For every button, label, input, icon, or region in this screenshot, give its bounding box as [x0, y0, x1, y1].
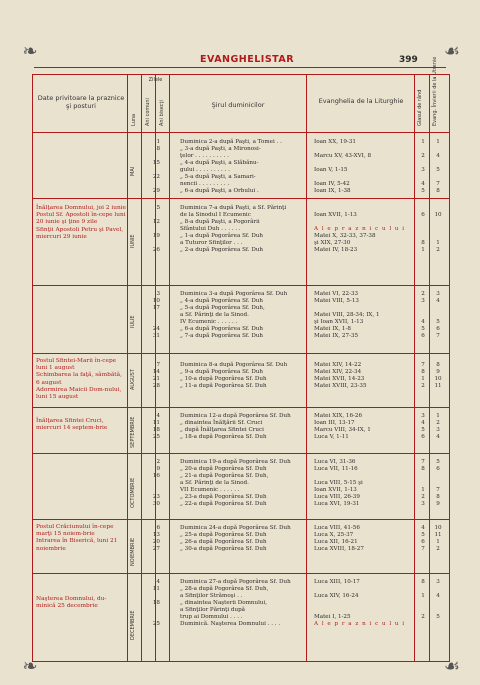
- row-5-wk: „ 5-a după Paşti, a Samari-: [180, 174, 256, 180]
- row-28-day: 18: [152, 427, 160, 433]
- row-13-ev: şi XIX, 27-30: [314, 240, 351, 246]
- row-34-e2: 7: [436, 487, 440, 493]
- row-47-wk: Duminică. Naşterea Domnului . . . .: [180, 621, 281, 627]
- row-0-e1: 1: [421, 139, 425, 145]
- row-24-e1: 1: [421, 376, 425, 382]
- row-30-e2: 5: [436, 459, 440, 465]
- row-22-e1: 7: [421, 362, 425, 368]
- row-10-day: 12: [152, 219, 160, 225]
- row-25-e1: 2: [421, 383, 425, 389]
- row-41-e1: 8: [421, 579, 425, 585]
- row-39-wk: „ 26-a după Pogorârea Sf. Duh: [180, 539, 267, 545]
- row-15-ev: Matei VI, 22-33: [314, 291, 359, 297]
- row-45-wk: a Sfinţilor Părinţi după: [180, 607, 246, 613]
- row-24-ev: Matei XVII, 14-23: [314, 376, 365, 382]
- row-0-ev: Ioan XX, 19-31: [314, 139, 356, 145]
- row-2-e2: 4: [436, 153, 440, 159]
- row-32-day: 16: [152, 473, 160, 479]
- row-14-wk: „ 2-a după Pogorârea Sf. Duh: [180, 247, 264, 253]
- rule-after-septembrie: [32, 453, 450, 454]
- row-36-e2: 9: [436, 501, 440, 507]
- header-bottom-rule: [32, 132, 450, 133]
- row-20-wk: „ 6-a după Pogorârea Sf. Duh: [180, 326, 264, 332]
- row-21-e1: 6: [421, 333, 425, 339]
- row-37-day: 6: [156, 525, 160, 531]
- row-10-wk: „ 8-a după Paşti, a Pogorârii: [180, 219, 260, 225]
- row-43-e1: 1: [421, 593, 425, 599]
- row-46-e1: 2: [421, 614, 425, 620]
- row-6-e2: 7: [436, 181, 440, 187]
- row-37-e2: 10: [434, 525, 442, 531]
- month-mai: MAI: [130, 166, 136, 176]
- row-43-e2: 4: [436, 593, 440, 599]
- row-2-ev: Marcu XV, 43-XVI, 8: [314, 153, 372, 159]
- row-36-day: 30: [152, 501, 160, 507]
- row-0-e2: 1: [436, 139, 440, 145]
- row-35-wk: „ 23-a după Pogorârea Sf. Duh: [180, 494, 267, 500]
- row-14-ev: Matei IV, 18-23: [314, 247, 358, 253]
- row-28-ev: Marcu VIII, 34-IX, 1: [314, 427, 371, 433]
- row-25-ev: Matei XVIII, 23-35: [314, 383, 367, 389]
- row-26-ev: Matei XIX, 16-26: [314, 413, 363, 419]
- ornament-corner-bottom-right-icon: ☙: [443, 656, 461, 677]
- column-evanghelia-header: Evanghelia de la Liturghie: [318, 97, 404, 105]
- feast-note-nasterea: Naşterea Domnului, du-minică 25 decembrie: [36, 596, 107, 610]
- row-4-wk: gului . . . . . . . . . .: [180, 167, 230, 173]
- row-28-wk: „ după Înălţarea Sfintei Cruci: [180, 427, 264, 433]
- row-27-wk: „ dinaintea Înălţării Sf. Cruci: [180, 420, 263, 426]
- row-23-day: 14: [152, 369, 160, 375]
- page-header: [0, 54, 480, 68]
- row-47-day: 25: [152, 621, 160, 627]
- column-ani-comuni-header: Ani comuni: [145, 98, 151, 126]
- row-38-wk: „ 25-a după Pogorârea Sf. Duh: [180, 532, 267, 538]
- row-31-wk: „ 20-a după Pogorârea Sf. Duh: [180, 466, 267, 472]
- row-19-ev: şi Ioan XVII, 1-13: [314, 319, 364, 325]
- row-11-ev: A l e p r a z n i c u l u i: [314, 226, 406, 232]
- row-14-e2: 2: [436, 247, 440, 253]
- row-2-e1: 2: [421, 153, 425, 159]
- row-37-wk: Duminica 24-a după Pogorârea Sf. Duh: [180, 525, 291, 531]
- row-40-wk: „ 30-a după Pogorârea Sf. Duh: [180, 546, 267, 552]
- rule-after-august: [32, 407, 450, 408]
- row-36-e1: 3: [421, 501, 425, 507]
- row-30-e1: 7: [421, 459, 425, 465]
- row-34-e1: 1: [421, 487, 425, 493]
- row-15-e2: 3: [436, 291, 440, 297]
- month-septembrie: SEPTEMBRIE: [130, 416, 136, 448]
- row-27-e2: 2: [436, 420, 440, 426]
- page-title: EVANGHELISTAR: [200, 54, 295, 65]
- row-25-e2: 11: [434, 383, 442, 389]
- row-35-e2: 8: [436, 494, 440, 500]
- row-28-e1: 5: [421, 427, 425, 433]
- row-25-day: 28: [152, 383, 160, 389]
- row-35-day: 23: [152, 494, 160, 500]
- row-24-e2: 10: [434, 376, 442, 382]
- row-37-ev: Luca VIII, 41-56: [314, 525, 360, 531]
- row-32-wk: „ 21-a după Pogorârea Sf. Duh,: [180, 473, 269, 479]
- row-7-e2: 8: [436, 188, 440, 194]
- row-34-wk: VII Ecumenic . . . . . .: [180, 487, 240, 493]
- row-13-e1: 8: [421, 240, 425, 246]
- row-21-day: 31: [152, 333, 160, 339]
- row-20-e1: 5: [421, 326, 425, 332]
- row-42-wk: „ 28-a după Pogorârea Sf. Duh,: [180, 586, 269, 592]
- row-26-e2: 1: [436, 413, 440, 419]
- row-30-ev: Luca VI, 31-36: [314, 459, 356, 465]
- row-13-wk: a Tuturor Sfinţilor . . .: [180, 240, 243, 246]
- header-rule: [34, 67, 446, 68]
- row-14-e1: 1: [421, 247, 425, 253]
- row-46-wk: trup ai Domnului . . . .: [180, 614, 243, 620]
- row-38-e2: 11: [434, 532, 442, 538]
- row-20-day: 24: [152, 326, 160, 332]
- row-7-day: 29: [152, 188, 160, 194]
- row-26-day: 4: [156, 413, 160, 419]
- month-august: AUGUST: [130, 369, 136, 390]
- row-9-e1: 6: [421, 212, 425, 218]
- row-16-e1: 3: [421, 298, 425, 304]
- rule-after-noiembrie: [32, 573, 450, 574]
- column-sirul-header: Şirul duminicilor: [211, 101, 265, 109]
- row-24-day: 21: [152, 376, 160, 382]
- row-29-e2: 4: [436, 434, 440, 440]
- row-40-e1: 7: [421, 546, 425, 552]
- row-31-ev: Luca VII, 11-16: [314, 466, 358, 472]
- row-11-wk: Sfântului Duh . . . . . .: [180, 226, 241, 232]
- row-27-ev: Ioan III, 13-17: [314, 420, 355, 426]
- row-23-wk: „ 9-a după Pogorârea Sf. Duh: [180, 369, 264, 375]
- row-41-wk: Duminica 27-a după Pogorârea Sf. Duh: [180, 579, 291, 585]
- month-iulie: IULIE: [130, 315, 136, 328]
- row-4-e2: 5: [436, 167, 440, 173]
- column-dates-header: Date privitoare la praznice şi posturi: [37, 94, 125, 110]
- feast-note-adormirea: Postul Sfintei-Marii în-cepe luni 1 august Schimbarea la faţă, sâmbătă, 6 august Adormirea Maicii Dom-nului, luni 15 august: [36, 358, 122, 401]
- row-6-wk: nencii . . . . . . . . .: [180, 181, 230, 187]
- row-12-day: 19: [152, 233, 160, 239]
- row-29-ev: Luca V, 1-11: [314, 434, 349, 440]
- row-7-wk: „ 6-a după Paşti, a Orbului .: [180, 188, 259, 194]
- row-29-wk: „ 18-a după Pogorârea Sf. Duh: [180, 434, 267, 440]
- row-44-day: 18: [152, 600, 160, 606]
- month-iunie: IUNIE: [130, 234, 136, 248]
- row-6-ev: Ioan IV, 5-42: [314, 181, 350, 187]
- row-30-wk: Duminica 19-a după Pogorârea Sf. Duh: [180, 459, 291, 465]
- rule-after-iunie: [32, 285, 450, 286]
- row-21-ev: Matei IX, 27-35: [314, 333, 359, 339]
- row-40-day: 27: [152, 546, 160, 552]
- row-22-e2: 8: [436, 362, 440, 368]
- row-5-day: 22: [152, 174, 160, 180]
- row-18-ev: Matei VIII, 28-34; IX, 1: [314, 312, 380, 318]
- feast-note-crucea: Înălţarea Sfintei Cruci, miercuri 14 septem-brie: [36, 418, 108, 432]
- row-23-e2: 9: [436, 369, 440, 375]
- row-40-ev: Luca XVIII, 18-27: [314, 546, 364, 552]
- row-35-ev: Luca VIII, 26-39: [314, 494, 360, 500]
- page-number: 399: [399, 55, 418, 65]
- row-37-e1: 4: [421, 525, 425, 531]
- row-33-wk: a Sf. Părinţi de la Sinod.: [180, 480, 249, 486]
- row-16-day: 10: [152, 298, 160, 304]
- month-noiembrie: NOIEMBRIE: [130, 537, 136, 566]
- row-2-wk: ţelor . . . . . . . . . .: [180, 153, 229, 159]
- row-16-e2: 4: [436, 298, 440, 304]
- row-8-day: 5: [156, 205, 160, 211]
- row-43-ev: Luca XIV, 16-24: [314, 593, 359, 599]
- row-46-ev: Matei I, 1-25: [314, 614, 351, 620]
- row-16-ev: Matei VIII, 5-13: [314, 298, 359, 304]
- row-19-e2: 5: [436, 319, 440, 325]
- row-36-wk: „ 22-a după Pogorârea Sf. Duh: [180, 501, 267, 507]
- row-23-ev: Matei XIV, 22-34: [314, 369, 362, 375]
- row-0-day: 1: [156, 139, 160, 145]
- row-47-ev: A l e p r a z n i c u l u i: [314, 621, 406, 627]
- row-33-ev: Luca VIII, 5-15 şi: [314, 480, 363, 486]
- rule-after-octombrie: [32, 519, 450, 520]
- row-41-day: 4: [156, 579, 160, 585]
- row-38-day: 13: [152, 532, 160, 538]
- feast-note-craciun-post: Postul Crăciunului în-cepe marţi 15 noiem-brie Intrarea în Biserică, luni 21 noiembrie: [36, 524, 118, 552]
- column-glas-header: Glasul de rând: [417, 89, 423, 126]
- row-29-day: 25: [152, 434, 160, 440]
- row-46-e2: 5: [436, 614, 440, 620]
- row-20-ev: Matei IX, 1-8: [314, 326, 351, 332]
- row-39-ev: Luca XII, 16-21: [314, 539, 358, 545]
- ornament-corner-top-right-icon: ☙: [443, 41, 461, 62]
- row-22-ev: Matei XIV, 14-22: [314, 362, 362, 368]
- row-26-wk: Duminica 12-a după Pogorârea Sf. Duh: [180, 413, 291, 419]
- row-31-e2: 6: [436, 466, 440, 472]
- row-15-wk: Duminica 3-a după Pogorârea Sf. Duh: [180, 291, 288, 297]
- row-15-day: 3: [156, 291, 160, 297]
- row-38-e1: 5: [421, 532, 425, 538]
- row-39-e2: 1: [436, 539, 440, 545]
- row-17-wk: „ 5-a după Pogorârea Sf. Duh,: [180, 305, 265, 311]
- row-8-wk: Duminica 7-a după Paşti, a Sf. Părinţi: [180, 205, 287, 211]
- row-21-wk: „ 7-a după Pogorârea Sf. Duh: [180, 333, 264, 339]
- ornament-corner-top-left-icon: ❧: [22, 41, 38, 62]
- row-34-ev: Ioan XVII, 1-13: [314, 487, 357, 493]
- row-39-day: 20: [152, 539, 160, 545]
- row-19-wk: IV Ecumenic . . . . . .: [180, 319, 238, 325]
- row-20-e2: 6: [436, 326, 440, 332]
- month-octombrie: OCTOMBRIE: [130, 477, 136, 508]
- row-40-e2: 2: [436, 546, 440, 552]
- column-ani-bisecti-header: Ani bisecţi: [159, 100, 165, 126]
- row-28-e2: 3: [436, 427, 440, 433]
- row-24-wk: „ 10-a după Pogorârea Sf. Duh: [180, 376, 267, 382]
- row-1-wk: „ 3-a după Paşti, a Mironosi-: [180, 146, 261, 152]
- row-3-day: 15: [152, 160, 160, 166]
- row-35-e1: 2: [421, 494, 425, 500]
- row-12-ev: Matei X, 32-33, 37-38: [314, 233, 376, 239]
- row-36-ev: Luca XVI, 19-31: [314, 501, 360, 507]
- row-4-ev: Ioan V, 1-15: [314, 167, 348, 173]
- row-14-day: 26: [152, 247, 160, 253]
- row-7-e1: 5: [421, 188, 425, 194]
- row-42-day: 11: [152, 586, 160, 592]
- row-38-ev: Luca X, 25-37: [314, 532, 354, 538]
- row-1-day: 8: [156, 146, 160, 152]
- ornament-corner-bottom-left-icon: ❧: [22, 656, 38, 677]
- row-27-day: 11: [152, 420, 160, 426]
- row-0-wk: Duminica 2-a după Paşti, a Tomei . .: [180, 139, 282, 145]
- rule-after-iulie: [32, 353, 450, 354]
- row-44-wk: „ dinaintea Naşterii Domnului,: [180, 600, 268, 606]
- column-evang-invierii-header: Evang. Învierii de la Utrenie: [432, 56, 438, 126]
- rule-after-mai: [32, 198, 450, 199]
- feast-note-inaltarea: Înălţarea Domnului, joi 2 iunie Postul Sf. Apostoli în-cepe luni 20 iunie şi ţine 9 zile Sfinţii Apostoli Petru şi Pavel, miercuri 29 iunie: [36, 205, 126, 240]
- row-4-e1: 3: [421, 167, 425, 173]
- column-luna-header: Luna: [131, 113, 137, 126]
- row-31-day: 9: [156, 466, 160, 472]
- row-9-e2: 10: [434, 212, 442, 218]
- column-zilele-header: Zilele: [148, 77, 163, 83]
- row-15-e1: 2: [421, 291, 425, 297]
- row-41-e2: 3: [436, 579, 440, 585]
- row-26-e1: 3: [421, 413, 425, 419]
- row-23-e1: 8: [421, 369, 425, 375]
- row-19-e1: 4: [421, 319, 425, 325]
- row-18-wk: a Sf. Părinţi de la Sinod.: [180, 312, 249, 318]
- row-9-ev: Ioan XVII, 1-13: [314, 212, 357, 218]
- row-27-e1: 4: [421, 420, 425, 426]
- row-31-e1: 8: [421, 466, 425, 472]
- row-25-wk: „ 11-a după Pogorârea Sf. Duh: [180, 383, 267, 389]
- row-29-e1: 6: [421, 434, 425, 440]
- row-9-wk: de la Sinodul I Ecumenic: [180, 212, 251, 218]
- row-12-wk: „ 1-a după Pogorârea Sf. Duh: [180, 233, 264, 239]
- row-39-e1: 6: [421, 539, 425, 545]
- row-6-e1: 4: [421, 181, 425, 187]
- row-3-wk: „ 4-a după Paşti, a Slăbănu-: [180, 160, 259, 166]
- month-decembrie: DECEMBRIE: [130, 610, 136, 640]
- row-21-e2: 7: [436, 333, 440, 339]
- row-17-day: 17: [152, 305, 160, 311]
- row-43-wk: a Sfinţilor Strămoşi . .: [180, 593, 243, 599]
- row-16-wk: „ 4-a după Pogorârea Sf. Duh: [180, 298, 264, 304]
- row-22-day: 7: [156, 362, 160, 368]
- row-13-e2: 1: [436, 240, 440, 246]
- row-7-ev: Ioan IX, 1-38: [314, 188, 351, 194]
- row-41-ev: Luca XIII, 10-17: [314, 579, 360, 585]
- row-22-wk: Duminica 8-a după Pogorârea Sf. Duh: [180, 362, 288, 368]
- row-30-day: 2: [156, 459, 160, 465]
